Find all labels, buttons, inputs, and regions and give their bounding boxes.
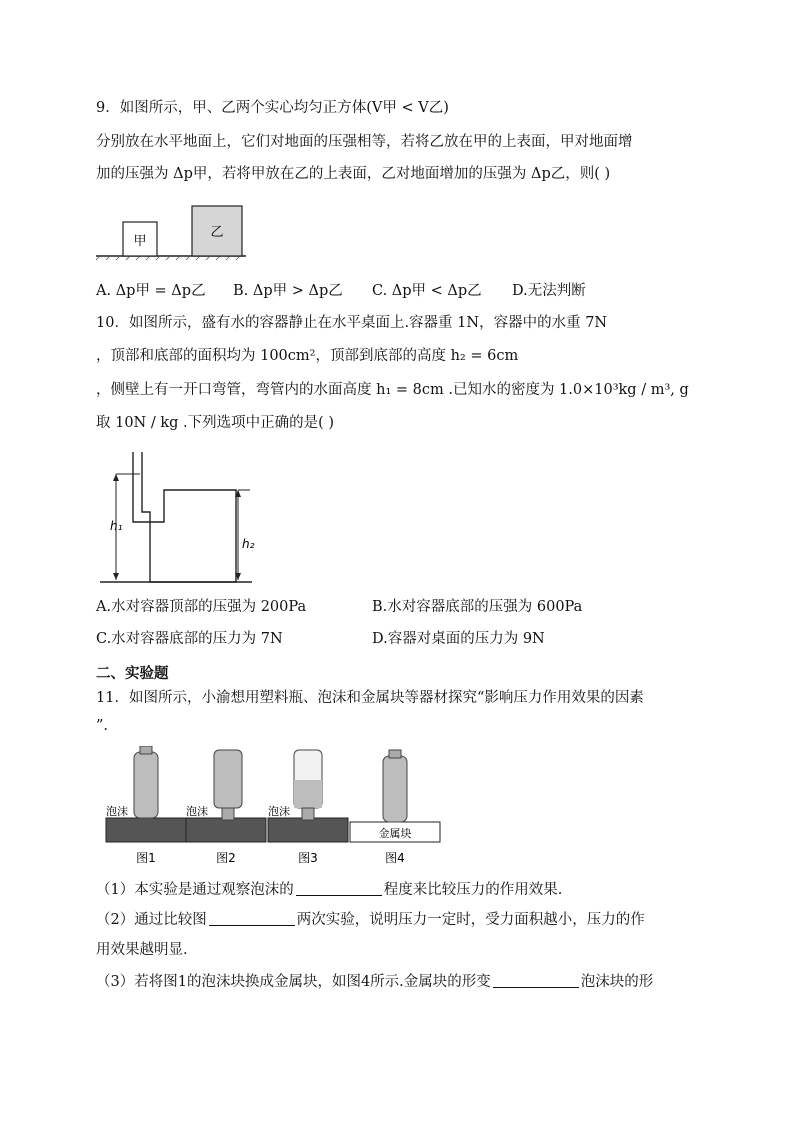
foam-label-1: 泡沫 [106,805,128,818]
q10-option-d: D.容器对桌面的压力为 9N [372,631,545,647]
q11-sub3-blank[interactable] [493,973,579,988]
q11-sub1-blank[interactable] [296,881,382,896]
q11-sub2-blank[interactable] [209,911,295,926]
q11-sub2-cont: 用效果越明显. [96,942,188,958]
foam-block-1 [106,818,186,842]
cube-jia-label: 甲 [133,234,147,249]
h1-label: h₁ [110,519,123,533]
q10-container-figure [100,450,260,590]
section-heading: 二、实验题 [96,665,169,682]
q10-option-b: B.水对容器底部的压强为 600Pa [372,599,583,615]
q11-sub3-text-a: （3）若将图1的泡沫块换成金属块，如图4所示.金属块的形变 [96,974,491,990]
q9-cubes-figure [96,200,256,260]
q11-bottles-figure [100,746,450,872]
q9-stem-line3: 加的压强为 Δp甲，若将甲放在乙的上表面，乙对地面增加的压强为 Δp乙，则( ) [96,166,611,182]
figure-2 [186,750,266,865]
caption-1: 图1 [136,851,156,865]
q9-stem-line2: 分别放在水平地面上，它们对地面的压强相等，若将乙放在甲的上表面，甲对地面增 [96,134,633,150]
figure-3 [268,750,348,865]
foam-label-2: 泡沫 [186,805,208,818]
q10-option-a: A.水对容器顶部的压强为 200Pa [96,599,307,615]
container-outline [133,452,236,582]
foam-label-3: 泡沫 [268,805,290,818]
q10-option-c: C.水对容器底部的压力为 7N [96,631,283,647]
q11-sub3-text-b: 泡沫块的形 [580,974,654,990]
caption-4: 图4 [385,851,405,865]
q11-sub2 [96,910,645,930]
q9-option-c: C. Δp甲 < Δp乙 [372,283,482,299]
q10-stem-line2: ，顶部和底部的面积均为 100cm²，顶部到底部的高度 h₂ = 6cm [96,348,519,364]
foam-block-2 [186,818,266,842]
q11-stem-line2: ”. [96,718,109,734]
bottle-upright-4 [383,756,407,822]
caption-3: 图3 [298,851,318,865]
cube-yi-label: 乙 [210,225,224,240]
metal-label: 金属块 [378,827,412,840]
q11-sub1 [96,880,562,900]
q10-stem-line3: ，侧壁上有一开口弯管，弯管内的水面高度 h₁ = 8cm .已知水的密度为 1.0×10³kg / m³, g [96,382,689,398]
q10-stem-line4: 取 10N / kg .下列选项中正确的是( ) [96,415,335,431]
q11-sub1-text-b: 程度来比较压力的作用效果. [383,882,563,898]
caption-2: 图2 [216,851,236,865]
q11-sub2-text-b: 两次实验，说明压力一定时，受力面积越小，压力的作 [296,912,645,928]
q11-stem-line1: 11．如图所示，小渝想用塑料瓶、泡沫和金属块等器材探究“影响压力作用效果的因素 [96,690,644,706]
figure-4 [350,750,440,865]
q11-sub2-text-a: （2）通过比较图 [96,912,207,928]
q9-option-a: A. Δp甲 = Δp乙 [96,283,206,299]
q9-option-b: B. Δp甲 > Δp乙 [233,283,343,299]
figure-1 [106,746,186,865]
bottle-upright-1 [134,752,158,818]
q11-sub1-text-a: （1）本实验是通过观察泡沫的 [96,882,294,898]
h2-label: h₂ [242,537,255,551]
q11-sub3 [96,972,653,992]
q9-option-d: D.无法判断 [512,283,586,299]
q10-stem-line1: 10．如图所示，盛有水的容器静止在水平桌面上.容器重 1N，容器中的水重 7N [96,315,608,331]
q9-stem-line1: 9．如图所示，甲、乙两个实心均匀正方体(V甲 < V乙) [96,100,449,116]
foam-block-3 [268,818,348,842]
bottle-inverted-2 [214,750,242,808]
